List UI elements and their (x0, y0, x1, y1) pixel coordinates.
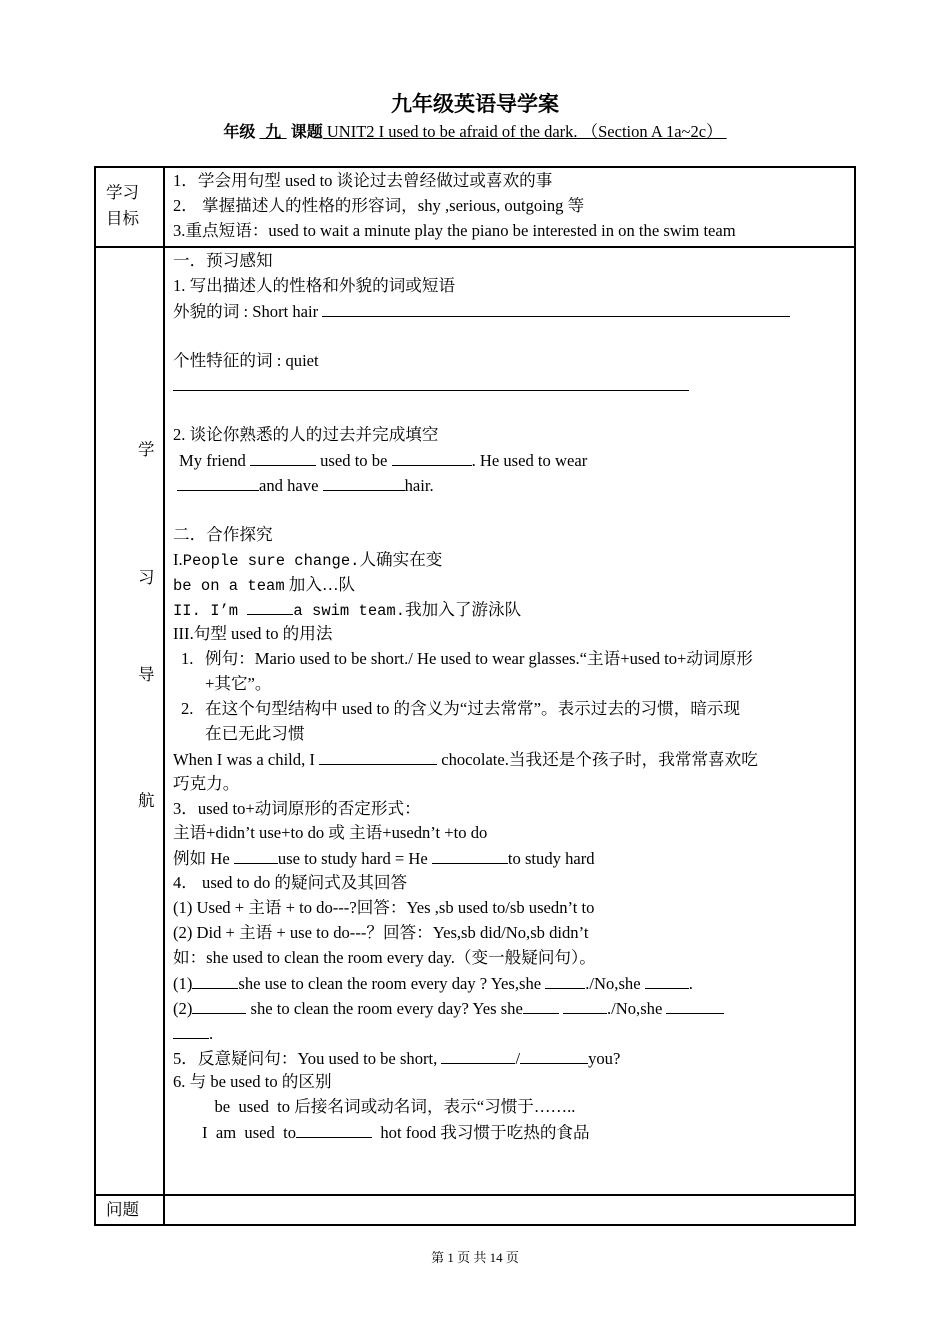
goal-line: 1．学会用句型 used to 谈论过去曾经做过或喜欢的事 (173, 171, 553, 190)
exercise-line: (2) Did + 主语 + use to do---？回答：Yes,sb did/No,sb didn’t (173, 923, 589, 943)
answer-blank[interactable] (432, 846, 508, 864)
exercise-line: When I was a child, I chocolate.当我还是个孩子时，我常常喜欢吃 (165, 747, 854, 772)
exercise-line: +其它”。 (205, 674, 272, 694)
answer-blank[interactable] (177, 473, 259, 491)
page-footer: 第 1 页 共 14 页 (431, 1250, 519, 1265)
exercise-line: I.People sure change.人确实在变 (173, 549, 443, 570)
exercise-line: and have hair. (165, 473, 854, 498)
exercise-line: 5．反意疑问句：You used to be short, / you? (165, 1046, 854, 1071)
exercise-line: 外貌的词 : Short hair (165, 299, 854, 324)
goals-content-cell (164, 167, 855, 247)
exercise-line: III.句型 used to 的用法 (173, 624, 333, 644)
goal-line: 3.重点短语：used to wait a minute play the piano be interested in on the swim team (173, 220, 736, 240)
answer-blank[interactable] (319, 747, 437, 765)
exercise-line: 4． used to do 的疑问式及其回答 (173, 873, 408, 893)
answer-blank[interactable] (666, 996, 724, 1014)
answer-blank[interactable] (323, 473, 405, 491)
questions-content-cell[interactable] (164, 1195, 855, 1225)
answer-blank[interactable] (173, 1021, 209, 1039)
grade-label: 年级 (223, 122, 256, 141)
guide-label-cell (95, 247, 164, 1195)
page-title: 九年级英语导学案 (391, 92, 559, 116)
guide-content-cell (164, 247, 855, 1195)
exercise-line: be on a team 加入…队 (173, 574, 356, 595)
questions-label-cell (95, 1195, 164, 1225)
exercise-line: 6. 与 be used to 的区别 (173, 1072, 332, 1092)
goals-label-line1: 学习 (106, 183, 139, 202)
answer-blank[interactable] (322, 299, 790, 317)
answer-blank[interactable] (192, 996, 246, 1014)
worksheet-table (94, 166, 856, 1226)
exercise-line: I am used to hot food 我习惯于吃热的食品 (165, 1120, 854, 1145)
answer-blank[interactable] (173, 373, 689, 391)
exercise-line: 如：she used to clean the room every day.（变一般疑问句）。 (173, 947, 596, 967)
questions-row (95, 1195, 855, 1225)
exercise-line: 个性特征的词 : quiet (173, 350, 319, 370)
topic-value: UNIT2 I used to be afraid of the dark. （Section A 1a~2c） (326, 122, 723, 141)
exercise-line: (1) she use to clean the room every day ? Yes,she ./No,she . (165, 971, 854, 996)
exercise-line: (1) Used + 主语 + to do---?回答：Yes ,sb used to/sb usedn’t to (173, 898, 595, 918)
guide-label-char: 导 (138, 665, 155, 684)
exercise-line: II. I’m a swim team.我加入了游泳队 (165, 597, 854, 622)
exercise-line: 在已无此习惯 (205, 723, 305, 743)
answer-blank[interactable] (192, 971, 238, 989)
goals-row (95, 167, 855, 247)
guide-label-char: 学 (138, 440, 155, 459)
answer-blank[interactable] (234, 846, 278, 864)
answer-blank[interactable] (523, 996, 559, 1014)
answer-blank[interactable] (563, 996, 607, 1014)
answer-blank[interactable] (441, 1046, 515, 1064)
answer-blank[interactable] (250, 448, 316, 466)
exercise-line (165, 373, 854, 398)
exercise-line: 3．used to+动词原形的否定形式： (173, 798, 421, 818)
guide-label-char: 航 (138, 791, 155, 810)
exercise-line: . (165, 1021, 854, 1046)
answer-blank[interactable] (247, 597, 293, 615)
guide-label-char: 习 (138, 568, 155, 587)
subtitle (0, 118, 950, 142)
exercise-line: 主语+didn’t use+to do 或 主语+usedn’t +to do (173, 823, 488, 843)
exercise-line: 2. 谈论你熟悉的人的过去并完成填空 (173, 425, 439, 445)
exercise-line: 巧克力。 (173, 773, 240, 793)
section-heading: 一．预习感知 (173, 251, 273, 270)
goals-label-line2: 目标 (106, 209, 139, 228)
goals-label-cell (95, 167, 164, 247)
exercise-line: 2. 在这个句型结构中 used to 的含义为“过去常常”。表示过去的习惯，暗示现 (181, 699, 741, 719)
guide-row (95, 247, 855, 1195)
section-heading: 二．合作探究 (173, 524, 273, 544)
questions-label: 问题 (106, 1200, 139, 1219)
answer-blank[interactable] (392, 448, 472, 466)
exercise-line: (2) she to clean the room every day? Yes she ./No,she (165, 996, 854, 1021)
exercise-line: 例如 He use to study hard = He to study hard (165, 846, 854, 871)
answer-blank[interactable] (645, 971, 689, 989)
exercise-line: My friend used to be . He used to wear (165, 448, 854, 473)
grade-value: 九 (265, 122, 282, 141)
exercise-line: 1. 写出描述人的性格和外貌的词或短语 (173, 275, 456, 295)
exercise-line: be used to 后接名词或动名词，表示“习惯于…….. (173, 1097, 576, 1117)
exercise-line: 1. 例句：Mario used to be short./ He used to wear glasses.“主语+used to+动词原形 (181, 649, 753, 669)
topic-label: 课题 (290, 122, 323, 141)
answer-blank[interactable] (520, 1046, 588, 1064)
answer-blank[interactable] (296, 1120, 372, 1138)
answer-blank[interactable] (545, 971, 585, 989)
goal-line: 2． 掌握描述人的性格的形容词，shy ,serious, outgoing 等 (173, 195, 585, 215)
